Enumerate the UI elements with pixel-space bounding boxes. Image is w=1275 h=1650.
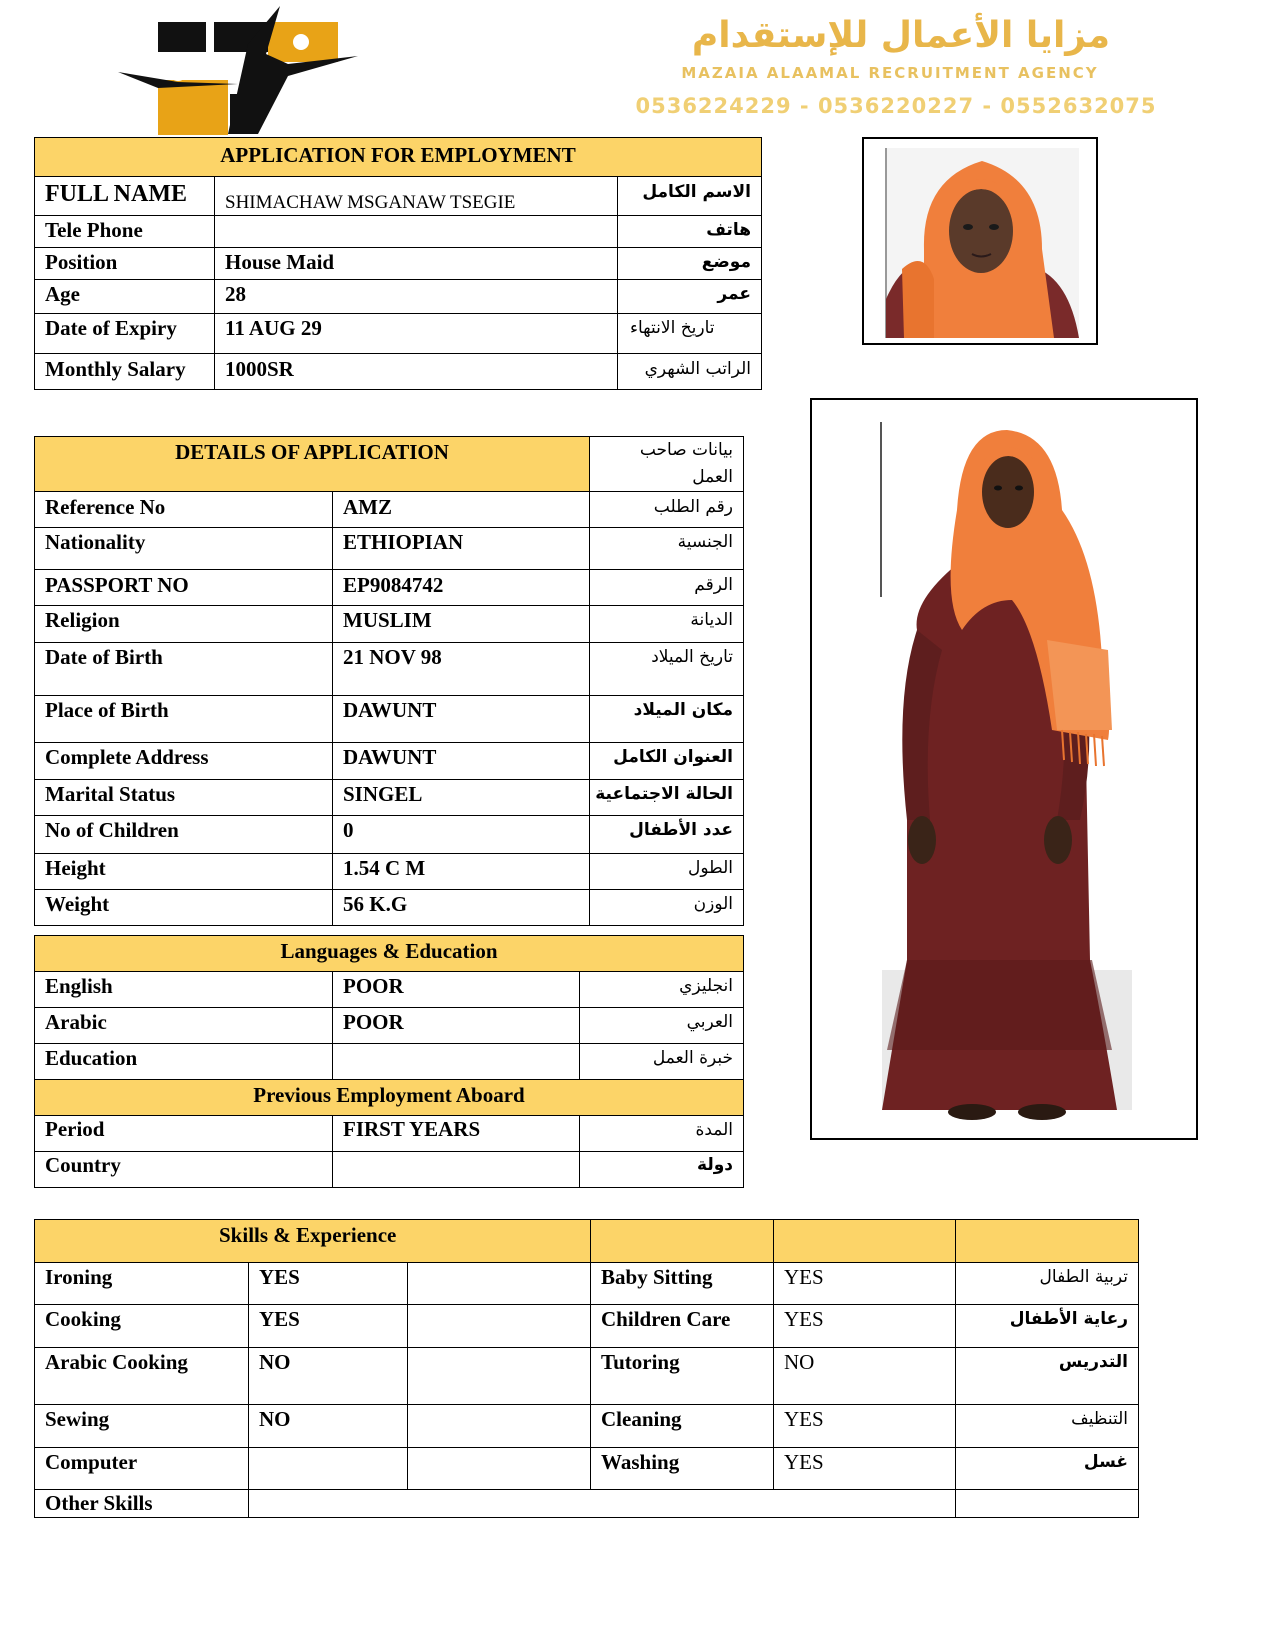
salary-arabic: الراتب الشهري [618,354,762,390]
position-arabic: موضع [618,248,762,280]
marital-status-arabic: الحالة الاجتماعية [590,780,744,816]
skill-value-baby-sitting: YES [774,1263,956,1305]
skill-label-tutoring: Tutoring [591,1348,774,1405]
skills-header-cell [591,1220,774,1263]
religion-arabic: الديانة [590,606,744,643]
arabic-label: Arabic [35,1008,333,1044]
expiry-label: Date of Expiry [35,314,215,354]
skill-label-sewing: Sewing [35,1405,249,1448]
agency-name-arabic: مزايا الأعمال للإستقدام [691,15,1110,56]
position-label: Position [35,248,215,280]
birth-date-arabic: تاريخ الميلاد [590,643,744,696]
employment-table [34,137,762,390]
address-arabic: العنوان الكامل [590,743,744,780]
previous-employment-title: Previous Employment Aboard [35,1080,744,1116]
skill-value-children-care: YES [774,1305,956,1348]
address-value: DAWUNT [333,743,590,780]
details-table [34,436,744,926]
arabic-arabic: العربي [580,1008,744,1044]
full-body-photo [812,400,1196,1138]
reference-value: AMZ [333,492,590,528]
details-title: DETAILS OF APPLICATION [35,437,590,492]
height-value: 1.54 C M [333,854,590,890]
skill-blank [408,1405,591,1448]
skill-value-cleaning: YES [774,1405,956,1448]
birth-date-label: Date of Birth [35,643,333,696]
weight-label: Weight [35,890,333,926]
height-arabic: الطول [590,854,744,890]
portrait-photo [864,139,1096,343]
skill-label-computer: Computer [35,1448,249,1490]
nationality-value: ETHIOPIAN [333,528,590,570]
expiry-arabic: تاريخ الانتهاء [618,314,762,354]
skill-value-computer [249,1448,408,1490]
address-label: Complete Address [35,743,333,780]
skill-label-washing: Washing [591,1448,774,1490]
children-arabic: عدد الأطفال [590,816,744,854]
country-arabic: دولة [580,1152,744,1188]
age-arabic: عمر [618,280,762,314]
skill-label-baby-sitting: Baby Sitting [591,1263,774,1305]
full-body-photo-frame [810,398,1198,1140]
details-title-arabic: بيانات صاحب العمل [590,437,744,492]
other-skills-arabic [956,1490,1139,1518]
portrait-photo-frame [862,137,1098,345]
skill-value-ironing: YES [249,1263,408,1305]
skill-blank [408,1448,591,1490]
skill-label-ironing: Ironing [35,1263,249,1305]
skill-label-cleaning: Cleaning [591,1405,774,1448]
period-arabic: المدة [580,1116,744,1152]
age-value: 28 [215,280,618,314]
telephone-value [215,216,618,248]
passport-value: EP9084742 [333,570,590,606]
skill-value-sewing: NO [249,1405,408,1448]
marital-status-value: SINGEL [333,780,590,816]
education-label: Education [35,1044,333,1080]
agency-logo [118,4,378,136]
weight-value: 56 K.G [333,890,590,926]
skill-label-children-care: Children Care [591,1305,774,1348]
country-value [333,1152,580,1188]
skills-table [34,1219,1139,1518]
position-value: House Maid [215,248,618,280]
children-label: No of Children [35,816,333,854]
birth-place-value: DAWUNT [333,696,590,743]
height-label: Height [35,854,333,890]
full-name-value: SHIMACHAW MSGANAW TSEGIE [215,177,618,216]
nationality-arabic: الجنسية [590,528,744,570]
full-name-arabic: الاسم الكامل [618,177,762,216]
country-label: Country [35,1152,333,1188]
skill-value-cooking: YES [249,1305,408,1348]
expiry-value: 11 AUG 29 [215,314,618,354]
age-label: Age [35,280,215,314]
religion-value: MUSLIM [333,606,590,643]
languages-table [34,935,744,1188]
agency-phones: 0536224229 - 0536220227 - 0552632075 [635,94,1157,118]
telephone-label: Tele Phone [35,216,215,248]
skill-value-washing: YES [774,1448,956,1490]
english-label: English [35,972,333,1008]
weight-arabic: الوزن [590,890,744,926]
languages-title: Languages & Education [35,936,744,972]
education-arabic: خبرة العمل [580,1044,744,1080]
passport-arabic: الرقم [590,570,744,606]
english-value: POOR [333,972,580,1008]
birth-place-arabic: مكان الميلاد [590,696,744,743]
nationality-label: Nationality [35,528,333,570]
other-skills-label: Other Skills [35,1490,249,1518]
skill-arabic-baby-sitting: تربية الطفال [956,1263,1139,1305]
marital-status-label: Marital Status [35,780,333,816]
skills-header-cell [774,1220,956,1263]
telephone-arabic: هاتف [618,216,762,248]
skill-arabic-children-care: رعاية الأطفال [956,1305,1139,1348]
children-value: 0 [333,816,590,854]
education-value [333,1044,580,1080]
other-skills-value [249,1490,956,1518]
english-arabic: انجليزي [580,972,744,1008]
full-name-label: FULL NAME [35,177,215,216]
skill-value-tutoring: NO [774,1348,956,1405]
skill-blank [408,1348,591,1405]
skill-arabic-tutoring: التدريس [956,1348,1139,1405]
arabic-value: POOR [333,1008,580,1044]
skill-label-arabic-cooking: Arabic Cooking [35,1348,249,1405]
religion-label: Religion [35,606,333,643]
skill-arabic-cleaning: التنظيف [956,1405,1139,1448]
skills-title: Skills & Experience [35,1220,591,1263]
skill-arabic-washing: غسل [956,1448,1139,1490]
skill-label-cooking: Cooking [35,1305,249,1348]
reference-label: Reference No [35,492,333,528]
birth-date-value: 21 NOV 98 [333,643,590,696]
skill-blank [408,1305,591,1348]
agency-name-english: MAZAIA ALAAMAL RECRUITMENT AGENCY [681,64,1099,82]
period-value: FIRST YEARS [333,1116,580,1152]
skills-header-cell [956,1220,1139,1263]
skill-blank [408,1263,591,1305]
passport-label: PASSPORT NO [35,570,333,606]
period-label: Period [35,1116,333,1152]
employment-title: APPLICATION FOR EMPLOYMENT [35,138,762,177]
birth-place-label: Place of Birth [35,696,333,743]
skill-value-arabic-cooking: NO [249,1348,408,1405]
salary-label: Monthly Salary [35,354,215,390]
reference-arabic: رقم الطلب [590,492,744,528]
salary-value: 1000SR [215,354,618,390]
